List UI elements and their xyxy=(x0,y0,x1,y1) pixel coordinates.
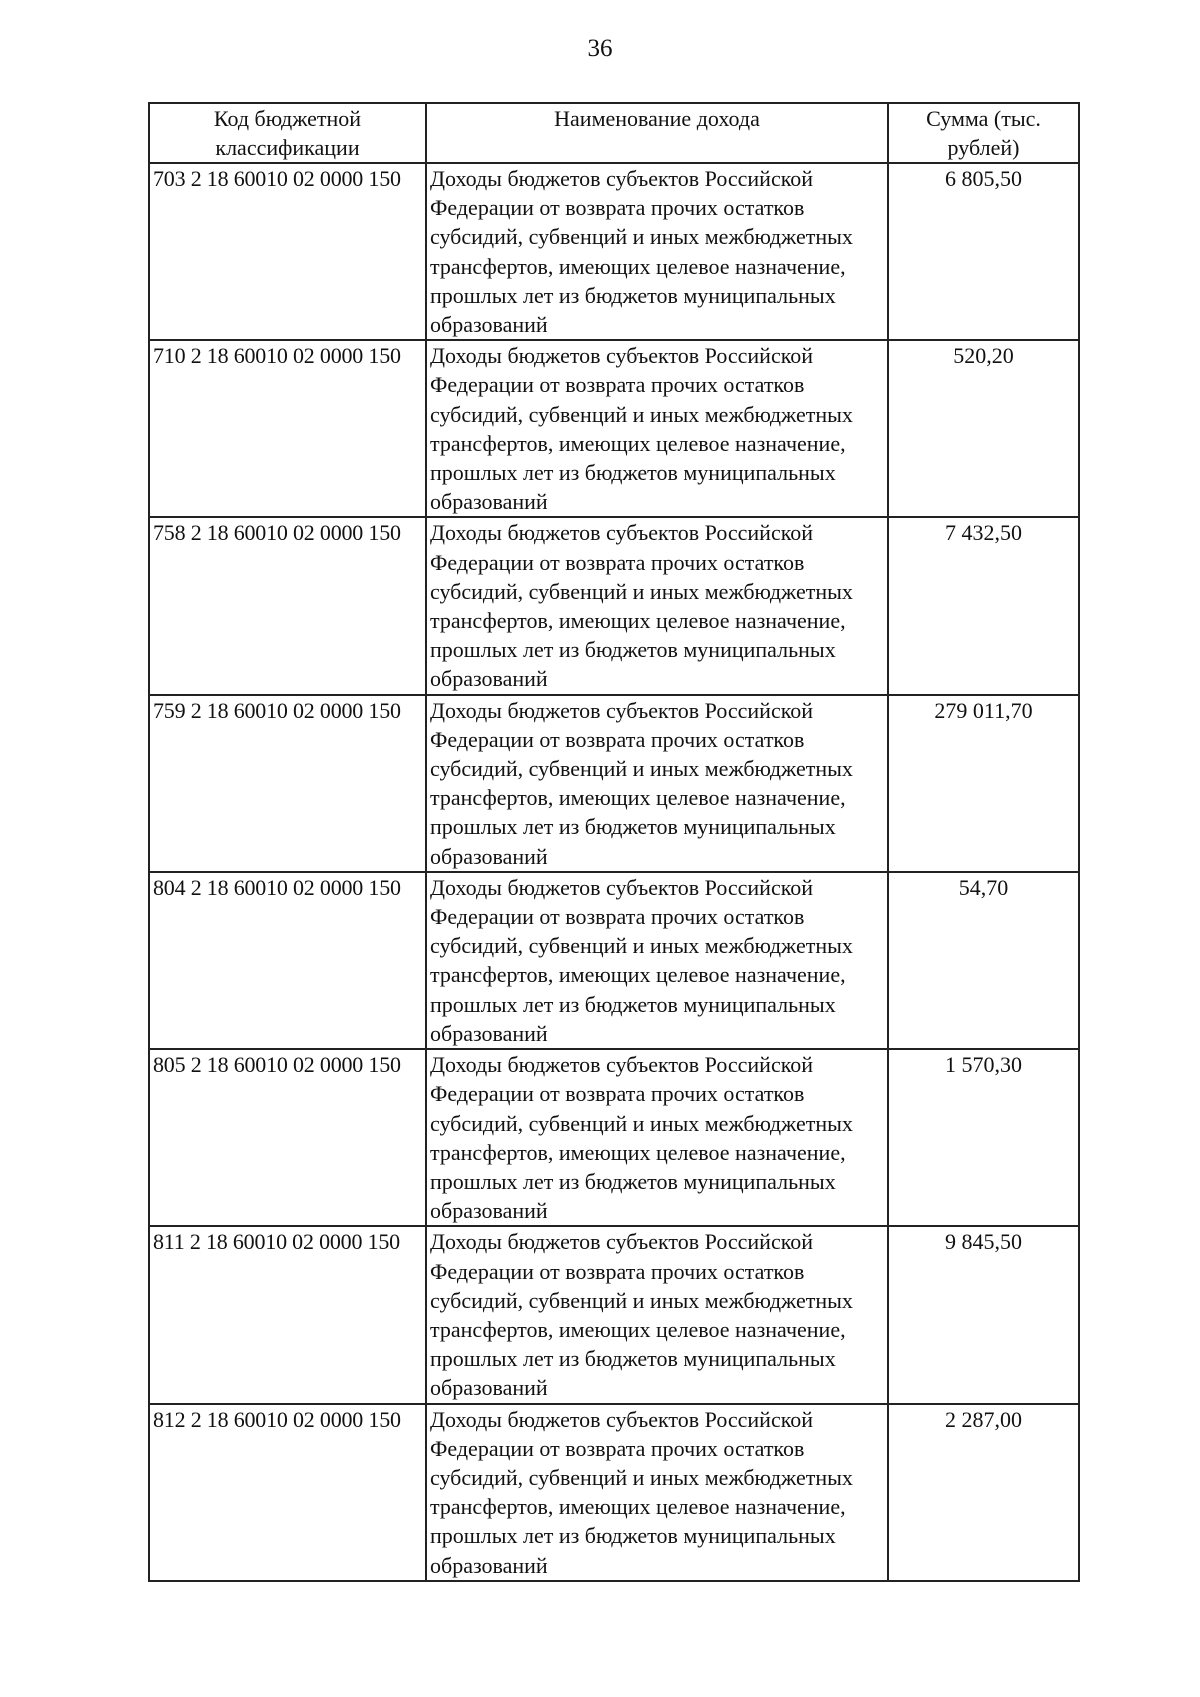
revenue-table xyxy=(148,102,1080,1582)
row-name: Доходы бюджетов субъектов Российской Федерации от возврата прочих остатков субсидий, субвенций и иных межбюджетных трансфертов, имеющих целевое назначение, прошлых лет из бюджетов муниципальных образований xyxy=(426,695,888,872)
row-code: 805 2 18 60010 02 0000 150 xyxy=(149,1049,426,1226)
header-name: Наименование дохода xyxy=(426,103,888,163)
row-sum: 279 011,70 xyxy=(888,695,1079,872)
header-sum: Сумма (тыс. рублей) xyxy=(888,103,1079,163)
table-row xyxy=(149,1049,1079,1226)
row-name: Доходы бюджетов субъектов Российской Федерации от возврата прочих остатков субсидий, субвенций и иных межбюджетных трансфертов, имеющих целевое назначение, прошлых лет из бюджетов муниципальных образований xyxy=(426,1049,888,1226)
row-name: Доходы бюджетов субъектов Российской Федерации от возврата прочих остатков субсидий, субвенций и иных межбюджетных трансфертов, имеющих целевое назначение, прошлых лет из бюджетов муниципальных образований xyxy=(426,340,888,517)
row-sum: 1 570,30 xyxy=(888,1049,1079,1226)
row-sum: 7 432,50 xyxy=(888,517,1079,694)
row-sum: 6 805,50 xyxy=(888,163,1079,340)
row-sum: 520,20 xyxy=(888,340,1079,517)
row-name: Доходы бюджетов субъектов Российской Федерации от возврата прочих остатков субсидий, субвенций и иных межбюджетных трансфертов, имеющих целевое назначение, прошлых лет из бюджетов муниципальных образований xyxy=(426,1404,888,1581)
row-code: 758 2 18 60010 02 0000 150 xyxy=(149,517,426,694)
table-row xyxy=(149,695,1079,872)
row-name: Доходы бюджетов субъектов Российской Федерации от возврата прочих остатков субсидий, субвенций и иных межбюджетных трансфертов, имеющих целевое назначение, прошлых лет из бюджетов муниципальных образований xyxy=(426,163,888,340)
row-code: 804 2 18 60010 02 0000 150 xyxy=(149,872,426,1049)
row-code: 759 2 18 60010 02 0000 150 xyxy=(149,695,426,872)
table-row xyxy=(149,872,1079,1049)
row-code: 703 2 18 60010 02 0000 150 xyxy=(149,163,426,340)
row-sum: 2 287,00 xyxy=(888,1404,1079,1581)
row-code: 811 2 18 60010 02 0000 150 xyxy=(149,1226,426,1403)
page-number: 36 xyxy=(587,35,613,62)
table-row xyxy=(149,1226,1079,1403)
row-code: 812 2 18 60010 02 0000 150 xyxy=(149,1404,426,1581)
row-name: Доходы бюджетов субъектов Российской Федерации от возврата прочих остатков субсидий, субвенций и иных межбюджетных трансфертов, имеющих целевое назначение, прошлых лет из бюджетов муниципальных образований xyxy=(426,1226,888,1403)
header-code: Код бюджетной классификации xyxy=(149,103,426,163)
row-code: 710 2 18 60010 02 0000 150 xyxy=(149,340,426,517)
table-row xyxy=(149,1404,1079,1581)
row-name: Доходы бюджетов субъектов Российской Федерации от возврата прочих остатков субсидий, субвенций и иных межбюджетных трансфертов, имеющих целевое назначение, прошлых лет из бюджетов муниципальных образований xyxy=(426,872,888,1049)
table-row xyxy=(149,340,1079,517)
row-name: Доходы бюджетов субъектов Российской Федерации от возврата прочих остатков субсидий, субвенций и иных межбюджетных трансфертов, имеющих целевое назначение, прошлых лет из бюджетов муниципальных образований xyxy=(426,517,888,694)
row-sum: 9 845,50 xyxy=(888,1226,1079,1403)
table-row xyxy=(149,517,1079,694)
row-sum: 54,70 xyxy=(888,872,1079,1049)
table-row xyxy=(149,163,1079,340)
table-header-row xyxy=(149,103,1079,163)
